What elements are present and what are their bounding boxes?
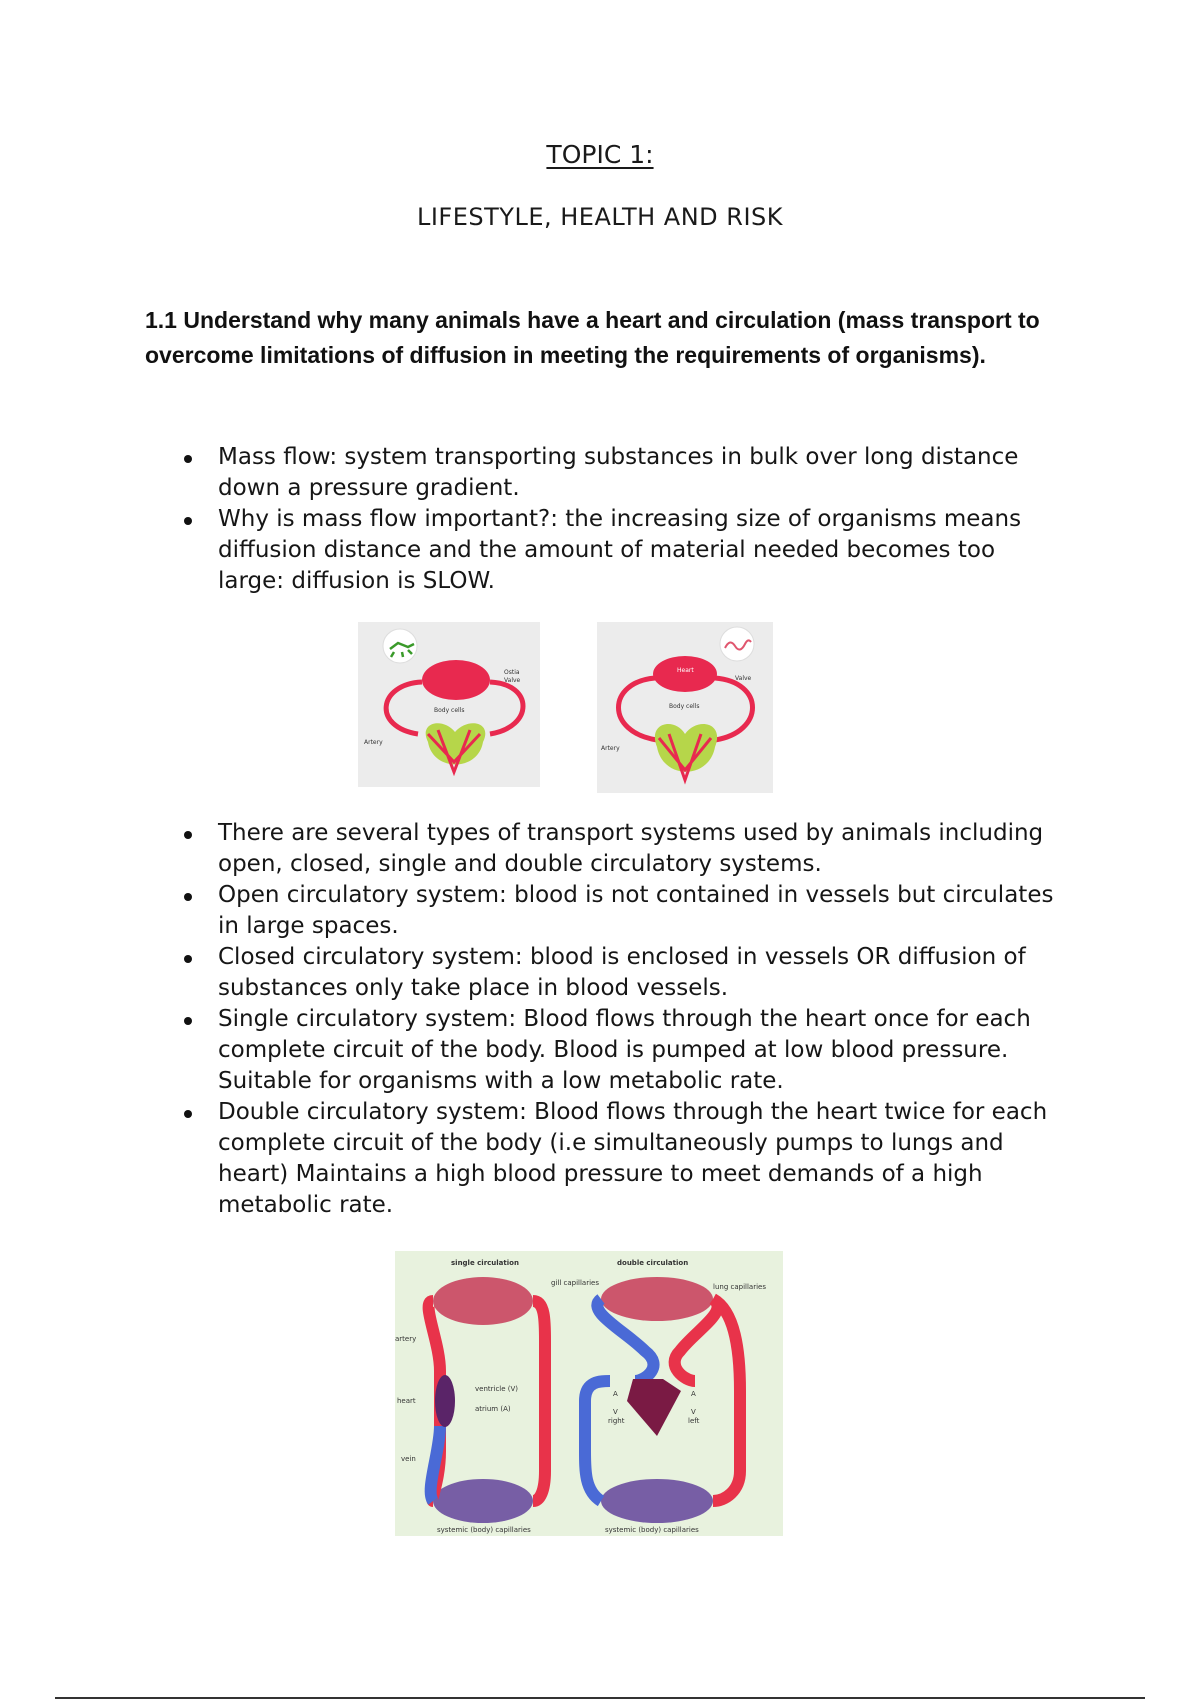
open-circulation-diagram [358,622,540,787]
label-ventricle: ventricle (V) [475,1385,519,1393]
label-a-right: A [691,1390,696,1398]
bullet-item: Single circulatory system: Blood flows through the heart once for each complete circuit of the body. Blood is pumped at low blood pressure. Suitable for organisms with a low metabolic rate. [188,1004,1068,1097]
label-a-left: A [613,1390,618,1398]
title-single-circulation: single circulation [451,1259,519,1267]
section-heading: 1.1 Understand why many animals have a heart and circulation (mass transport to overcome limitations of diffusion in meeting the requirements of organisms). [145,307,1040,368]
open-circulation-figure [358,622,540,787]
single-double-circulation-diagram [395,1251,783,1536]
double-circulation-loop [585,1277,740,1523]
label-artery: artery [395,1335,417,1343]
label-lung-capillaries: lung capillaries [713,1283,766,1291]
bullet-item: There are several types of transport systems used by animals including open, closed, single and double circulatory systems. [188,818,1068,880]
label-heart: heart [397,1397,416,1405]
label-heart: Heart [677,667,694,674]
topic-title: TOPIC 1: [546,140,654,169]
label-body-cells: Body cells [434,707,465,714]
label-v-right: V [691,1408,696,1416]
bullet-list-bottom [188,818,1068,1221]
closed-circulation-figure [597,622,773,793]
label-valve: Valve [504,677,521,684]
label-atrium: atrium (A) [475,1405,511,1413]
label-ostia: Ostia [504,669,520,676]
label-systemic-capillaries-1: systemic (body) capillaries [437,1526,531,1534]
bullet-item: Open circulatory system: blood is not contained in vessels but circulates in large spaces. [188,880,1068,942]
body-cells [655,724,717,772]
label-systemic-capillaries-2: systemic (body) capillaries [605,1526,699,1534]
heart-shape [422,660,490,700]
bullet-item: Closed circulatory system: blood is enclosed in vessels OR diffusion of substances only take place in blood vessels. [188,942,1068,1004]
label-artery: Artery [601,745,620,752]
bullet-list-top [188,442,1068,597]
label-artery: Artery [364,739,383,746]
heart-shape [653,656,717,692]
bullet-item: Why is mass flow important?: the increasing size of organisms means diffusion distance and the amount of material needed becomes too large: diffusion is SLOW. [188,504,1068,597]
label-right: right [608,1417,625,1425]
topic-subtitle: LIFESTYLE, HEALTH AND RISK [416,203,783,231]
label-left: left [688,1417,700,1425]
bottom-divider [55,1697,1145,1699]
label-gill-capillaries: gill capillaries [551,1279,599,1287]
closed-circulation-diagram [597,622,773,793]
label-v-left: V [613,1408,618,1416]
bullet-item: Double circulatory system: Blood flows through the heart twice for each complete circuit of the body (i.e simultaneously pumps to lungs and heart) Maintains a high blood pressure to meet demands of a high metabolic rate. [188,1097,1068,1221]
single-double-circulation-figure [395,1251,783,1536]
label-vein: vein [401,1455,416,1463]
single-circulation-loop [429,1277,545,1523]
title-double-circulation: double circulation [617,1259,689,1267]
bullet-item: Mass flow: system transporting substances in bulk over long distance down a pressure gradient. [188,442,1068,504]
label-body-cells: Body cells [669,703,700,710]
worm-icon-badge [720,627,754,661]
label-valve: Valve [735,675,752,682]
